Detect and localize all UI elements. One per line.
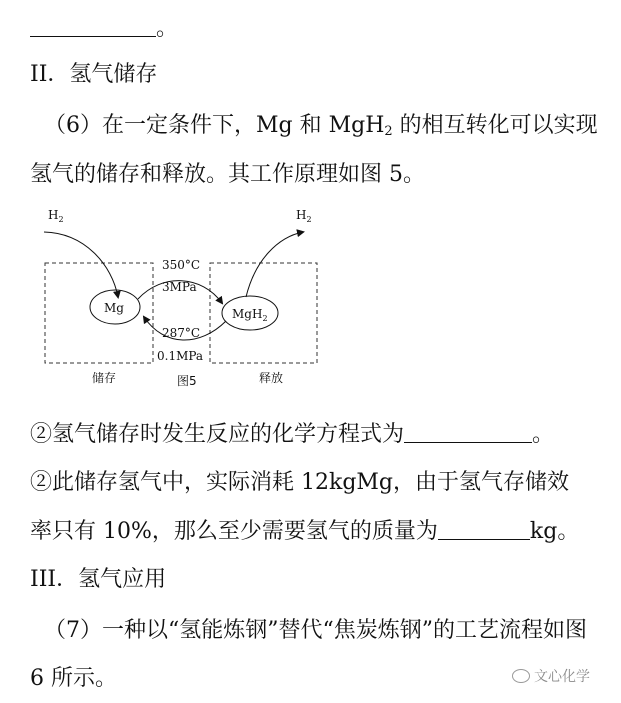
release-box (210, 263, 317, 363)
section-title-application: III．氢气应用 (30, 567, 167, 592)
mg-label: Mg (104, 301, 124, 315)
question-6-line-2: 氢气的储存和释放。其工作原理如图 5。 (30, 162, 425, 187)
label-storage: 储存 (92, 371, 117, 385)
question-b-line-1: ②此储存氢气中，实际消耗 12kgMg，由于氢气存储效 (30, 470, 570, 495)
question-a: ②氢气储存时发生反应的化学方程式为 。 (30, 422, 555, 447)
figure-5-diagram (0, 205, 621, 405)
wechat-icon (512, 669, 530, 683)
h2-out-arrow (246, 232, 303, 297)
condition-forward-pressure: 3MPa (162, 280, 197, 294)
watermark: 文心化学 (512, 666, 590, 686)
period: 。 (156, 16, 179, 41)
section-title-storage: II．氢气储存 (30, 62, 158, 87)
answer-blank (438, 517, 530, 540)
h2-out-label: $H_2$ (296, 208, 312, 224)
condition-forward-temp: 350°C (162, 258, 201, 272)
question-7-line-1: （7）一种以“氢能炼钢”替代“焦炭炼钢”的工艺流程如图 (44, 618, 587, 643)
question-b-line-2: 率只有 10%，那么至少需要氢气的质量为 kg。 (30, 519, 580, 544)
mgh2-label: MgH$_2$ (232, 307, 268, 323)
h2-in-label: $H_2$ (48, 208, 64, 224)
label-release: 释放 (259, 371, 284, 385)
answer-blank (30, 14, 156, 37)
answer-blank (404, 420, 532, 443)
storage-box (45, 263, 153, 363)
condition-reverse-temp: 287°C (162, 326, 201, 340)
answer-blank-line (30, 14, 178, 44)
question-6-line-1: （6）在一定条件下，Mg 和 MgH$_2$ 的相互转化可以实现 (44, 113, 598, 139)
condition-reverse-pressure: 0.1MPa (157, 349, 204, 363)
question-7-line-2: 6 所示。 (30, 666, 117, 691)
h2-in-arrow (44, 232, 118, 297)
label-figure-5: 图5 (177, 374, 197, 388)
